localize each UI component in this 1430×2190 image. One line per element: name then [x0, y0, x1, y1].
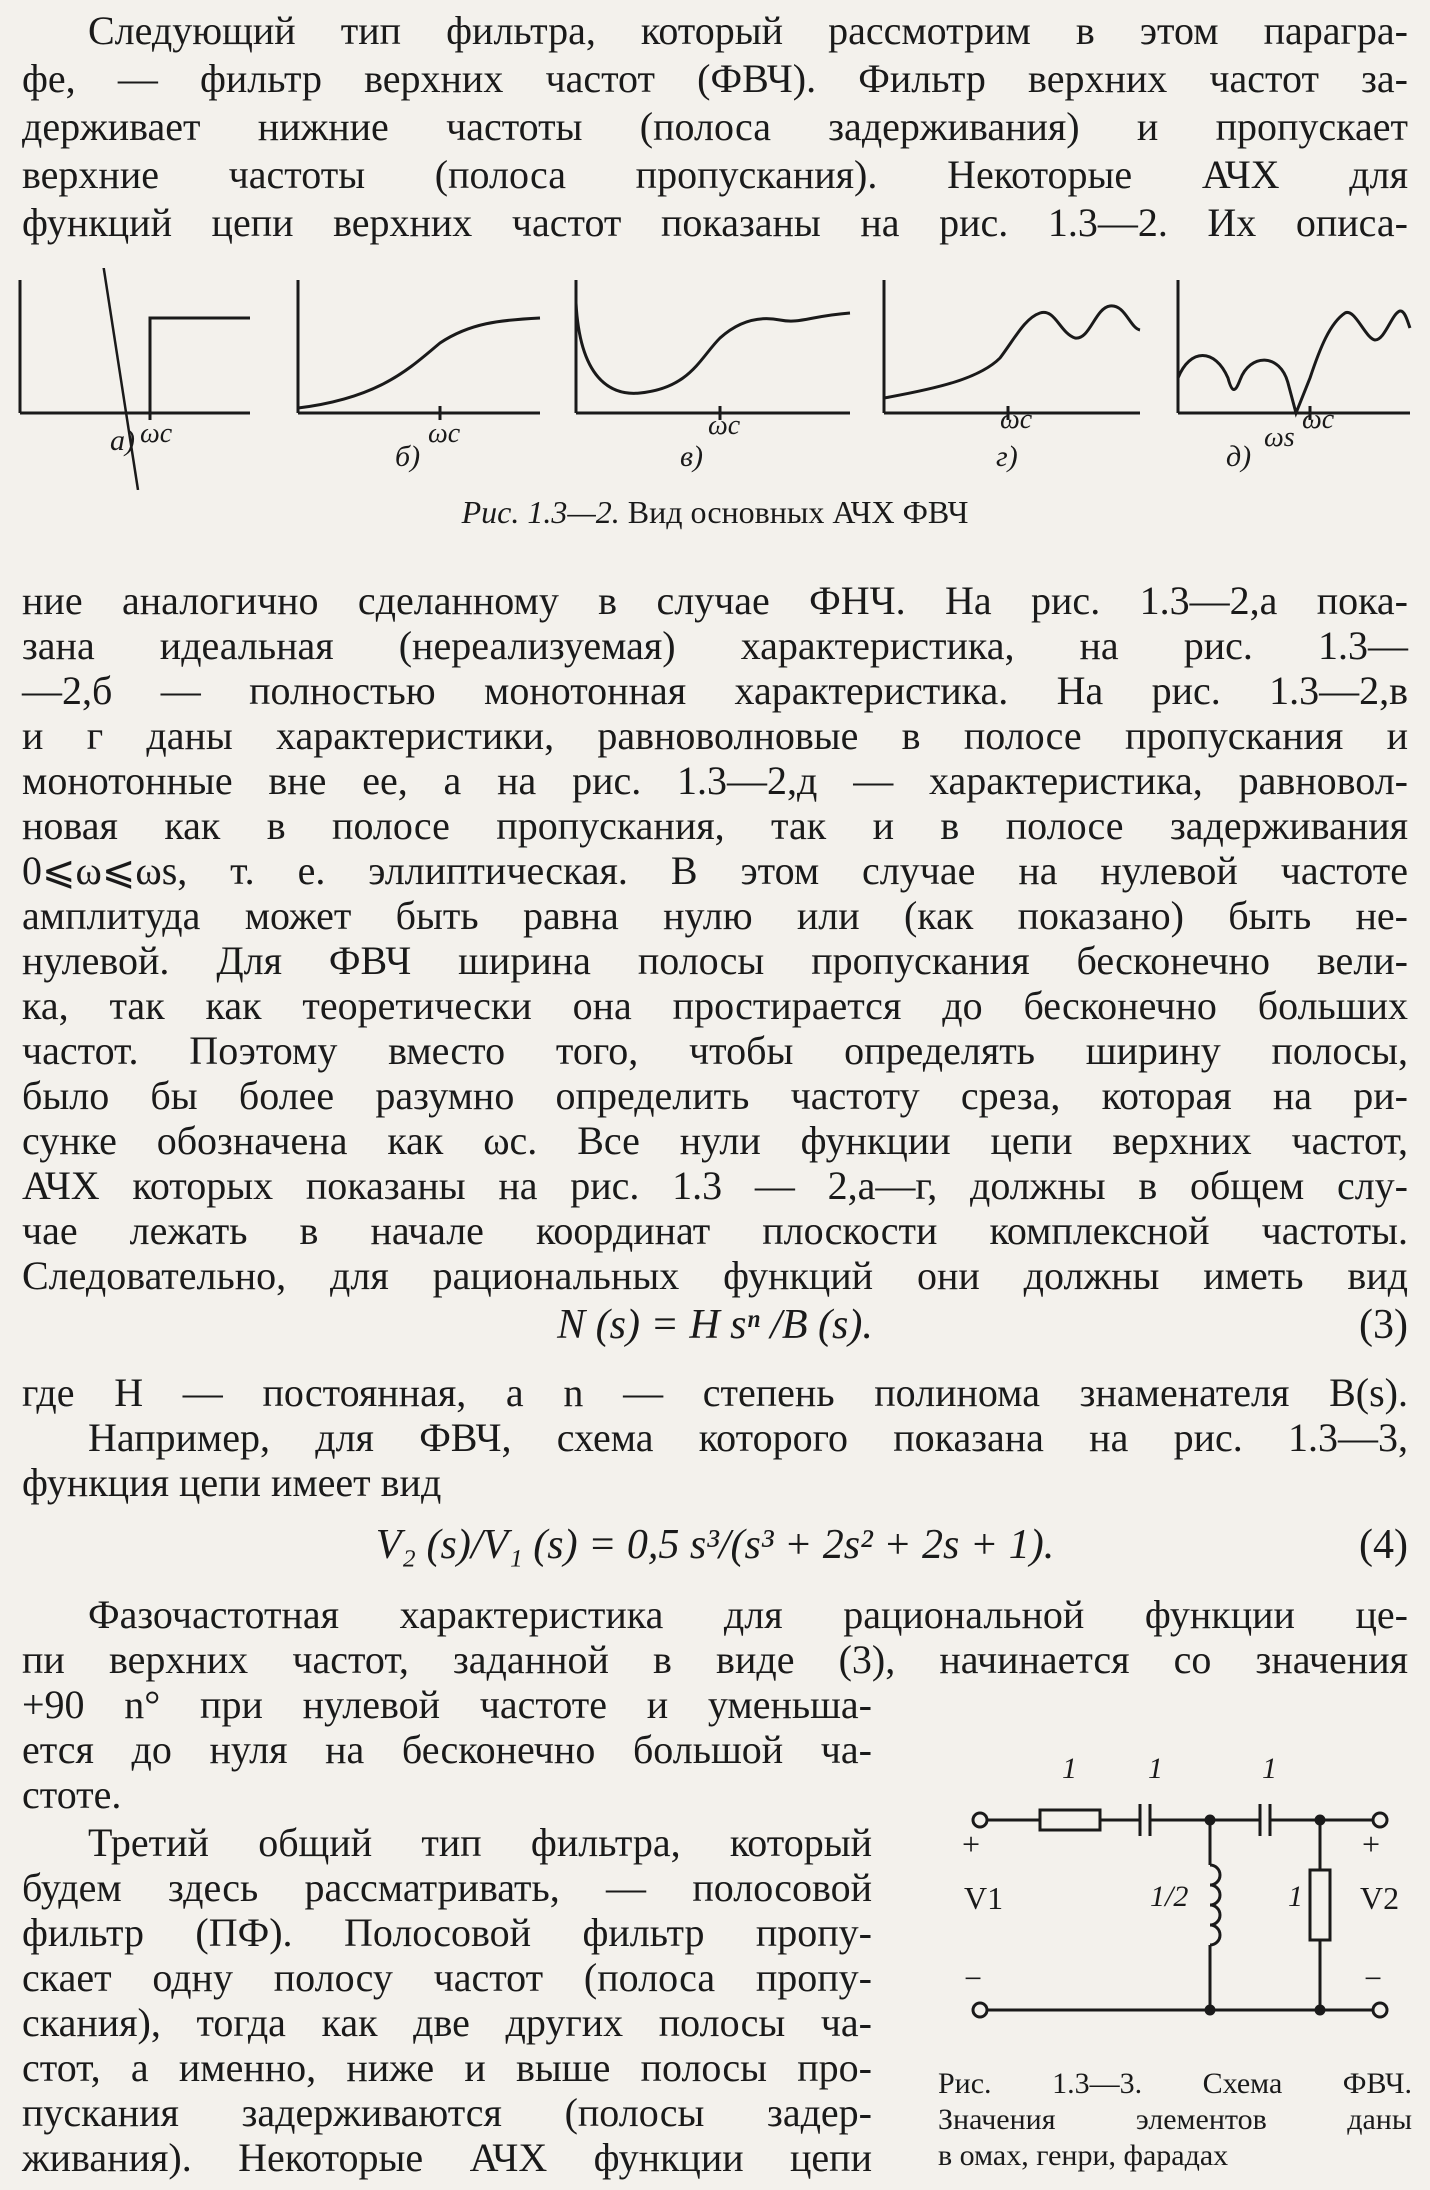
- text-line: АЧХ которых показаны на рис. 1.3 — 2,а—г, должны в общем слу-: [22, 1163, 1408, 1208]
- text-line: скания), тогда как две других полосы ча-: [22, 2000, 872, 2045]
- text-line: фе, — фильтр верхних частот (ФВЧ). Фильтр верхних частот за-: [22, 56, 1408, 101]
- text-line: было бы более разумно определить частоту среза, которая на ри-: [22, 1073, 1408, 1118]
- panel-c-wc-label: ωc: [708, 410, 741, 441]
- text-line: ется до нуля на бесконечно большой ча-: [22, 1727, 872, 1772]
- panel-a-letter: а): [110, 424, 135, 457]
- c2-value-label: 1: [1262, 1752, 1277, 1785]
- afc-figure: [0, 268, 1430, 490]
- text-line: зана идеальная (нереализуемая) характеристика, на рис. 1.3—: [22, 623, 1408, 668]
- text-line: скает одну полосу частот (полоса пропу-: [22, 1955, 872, 2000]
- panel-e-wc-label: ωc: [1302, 404, 1335, 435]
- r2-value-label: 1: [1288, 1880, 1303, 1913]
- text-line: монотонные вне ее, а на рис. 1.3—2,д — характеристика, равновол-: [22, 758, 1408, 803]
- panel-e-ws-label: ωs: [1264, 422, 1295, 453]
- text-line: фильтр (ПФ). Полосовой фильтр пропу-: [22, 1910, 872, 1955]
- text-line: держивает нижние частоты (полоса задерживания) и пропускает: [22, 104, 1408, 149]
- panel-b-letter: б): [395, 440, 421, 473]
- panel-b-plot: [298, 280, 540, 413]
- text-line: Следовательно, для рациональных функций они должны иметь вид: [22, 1253, 1408, 1298]
- text-line: амплитуда может быть равна нулю или (как показано) быть не-: [22, 893, 1408, 938]
- text-line: ние аналогично сделанному в случае ФНЧ. На рис. 1.3—2,а пока-: [22, 578, 1408, 623]
- text-line: где H — постоянная, а n — степень полинома знаменателя B(s).: [22, 1370, 1408, 1415]
- equation-4-number: (4): [1359, 1522, 1408, 1568]
- text-line: функций цепи верхних частот показаны на рис. 1.3—2. Их описа-: [22, 200, 1408, 245]
- equation-4-expr: V₂ (s)/V₁ (s) = 0,5 s³/(s³ + 2s² + 2s + 1).: [375, 1522, 1055, 1568]
- text-line: Следующий тип фильтра, который рассмотрим в этом парагра-: [88, 8, 1408, 53]
- terminal-out-bottom: [1373, 2003, 1387, 2017]
- resistor-r2: [1310, 1870, 1330, 1940]
- r1-value-label: 1: [1062, 1752, 1077, 1785]
- plus-out-label: +: [1362, 1826, 1381, 1862]
- text-line: —2,б — полностью монотонная характеристика. На рис. 1.3—2,в: [22, 668, 1408, 713]
- text-line: стот, а именно, ниже и выше полосы про-: [22, 2045, 872, 2090]
- text-line: стоте.: [22, 1772, 122, 1817]
- text-line: верхние частоты (полоса пропускания). Некоторые АЧХ для: [22, 152, 1408, 197]
- text-line: Фазочастотная характеристика для рациональной функции це-: [88, 1592, 1408, 1637]
- text-line: чае лежать в начале координат плоскости комплексной частоты.: [22, 1208, 1408, 1253]
- l-value-label: 1/2: [1150, 1880, 1189, 1913]
- text-line: и г даны характеристики, равноволновые в полосе пропускания и: [22, 713, 1408, 758]
- figure-2-caption-line: в омах, генри, фарадах: [938, 2139, 1229, 2172]
- v2-label: V2: [1360, 1880, 1400, 1916]
- figure-2-caption-line: Рис. 1.3—3. Схема ФВЧ.: [938, 2067, 1412, 2100]
- plus-in-label: +: [962, 1826, 981, 1862]
- panel-c-plot: [576, 280, 850, 413]
- panel-b-wc-label: ωc: [428, 418, 461, 449]
- figure-1-caption-label: Рис. 1.3—2.: [461, 494, 620, 530]
- resistor-r1: [1040, 1810, 1100, 1830]
- text-line: пускания задерживаются (полосы задер-: [22, 2090, 872, 2135]
- text-line: частот. Поэтому вместо того, чтобы определять ширину полосы,: [22, 1028, 1408, 1073]
- text-line: ка, так как теоретически она простирается до бесконечно больших: [22, 983, 1408, 1028]
- terminal-out-top: [1373, 1813, 1387, 1827]
- equation-3-number: (3): [1359, 1302, 1408, 1348]
- equation-3-expr: N (s) = H sⁿ /B (s).: [557, 1302, 873, 1348]
- c1-value-label: 1: [1148, 1752, 1163, 1785]
- text-line: функция цепи имеет вид: [22, 1460, 442, 1505]
- text-line: Третий общий тип фильтра, который: [88, 1820, 872, 1865]
- text-line: новая как в полосе пропускания, так и в полосе задерживания: [22, 803, 1408, 848]
- panel-d-wc-label: ωc: [1000, 404, 1033, 435]
- panel-a-plot: [20, 280, 250, 413]
- panel-d-letter: г): [996, 440, 1018, 473]
- panel-e-letter: д): [1226, 440, 1252, 473]
- figure-1-caption-text: Вид основных АЧХ ФВЧ: [627, 494, 969, 530]
- panel-a-wc-label: ωc: [140, 418, 173, 449]
- inductor-l: [1210, 1865, 1220, 1945]
- minus-in-label: −: [964, 1960, 983, 1996]
- text-line: пи верхних частот, заданной в виде (3), начинается со значения: [22, 1637, 1408, 1682]
- text-line: нулевой. Для ФВЧ ширина полосы пропускания бесконечно вели-: [22, 938, 1408, 983]
- text-line: 0⩽ω⩽ωs, т. е. эллиптическая. В этом случае на нулевой частоте: [22, 848, 1408, 893]
- minus-out-label: −: [1364, 1960, 1383, 1996]
- terminal-in-top: [973, 1813, 987, 1827]
- v1-label: V1: [964, 1880, 1004, 1916]
- text-line: сунке обозначена как ωc. Все нули функции цепи верхних частот,: [22, 1118, 1408, 1163]
- text-line: живания). Некоторые АЧХ функции цепи: [22, 2135, 872, 2180]
- text-line: Например, для ФВЧ, схема которого показана на рис. 1.3—3,: [88, 1415, 1408, 1460]
- terminal-in-bottom: [973, 2003, 987, 2017]
- panel-e-plot: [1178, 280, 1410, 413]
- panel-d-plot: [884, 280, 1140, 413]
- text-line: +90 n° при нулевой частоте и уменьша-: [22, 1682, 872, 1727]
- figure-1-caption: [0, 492, 1430, 532]
- figure-2-caption-line: Значения элементов даны: [938, 2103, 1412, 2136]
- text-line: будем здесь рассматривать, — полосовой: [22, 1865, 872, 1910]
- panel-c-letter: в): [680, 440, 704, 473]
